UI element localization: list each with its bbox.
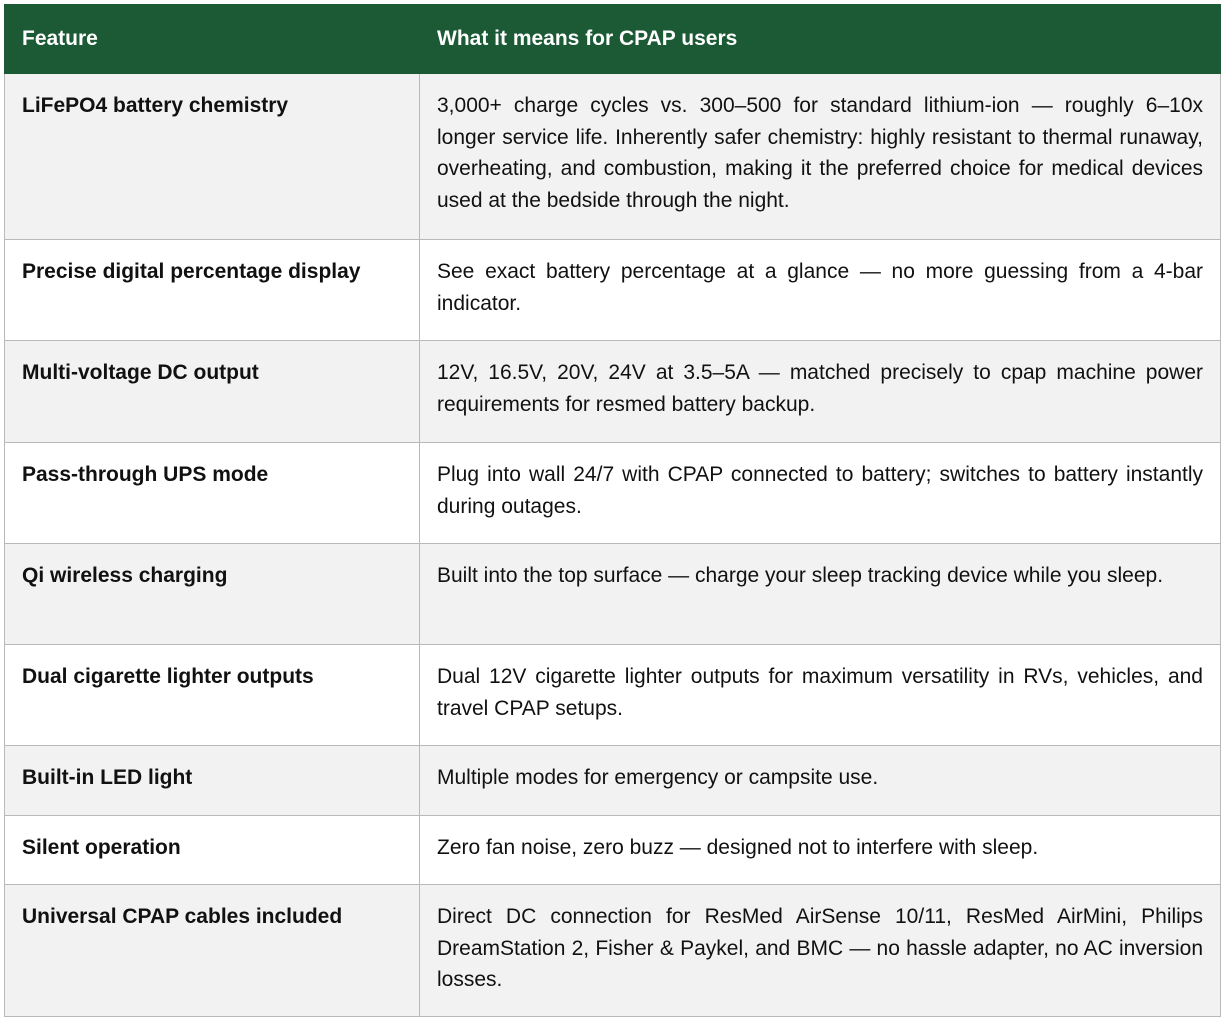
- table-row: [5, 74, 1221, 240]
- feature-cell: LiFePO4 battery chemistry: [5, 74, 420, 240]
- header-feature: Feature: [5, 5, 420, 74]
- table-header-row: [5, 5, 1221, 74]
- table-row: [5, 240, 1221, 341]
- table-row: [5, 341, 1221, 443]
- feature-cell: Multi-voltage DC output: [5, 341, 420, 443]
- feature-cell: Qi wireless charging: [5, 544, 420, 645]
- description-cell: 12V, 16.5V, 20V, 24V at 3.5–5A — matched precisely to cpap machine power requirements for resmed battery backup.: [420, 341, 1221, 443]
- feature-table: [4, 4, 1221, 1017]
- description-cell: Zero fan noise, zero buzz — designed not to interfere with sleep.: [420, 816, 1221, 885]
- description-cell: Built into the top surface — charge your sleep tracking device while you sleep.: [420, 544, 1221, 645]
- description-cell: 3,000+ charge cycles vs. 300–500 for standard lithium-ion — roughly 6–10x longer service life. Inherently safer chemistry: highly resistant to thermal runaway, overheating, and combustion, making it the preferred choice for medical devices used at the bedside through the night.: [420, 74, 1221, 240]
- description-cell: See exact battery percentage at a glance — no more guessing from a 4-bar indicator.: [420, 240, 1221, 341]
- feature-cell: Pass-through UPS mode: [5, 443, 420, 544]
- description-cell: Plug into wall 24/7 with CPAP connected to battery; switches to battery instantly during outages.: [420, 443, 1221, 544]
- table-row: [5, 816, 1221, 885]
- table-row: [5, 885, 1221, 1017]
- description-cell: Multiple modes for emergency or campsite use.: [420, 746, 1221, 816]
- table-row: [5, 746, 1221, 816]
- description-cell: Dual 12V cigarette lighter outputs for maximum versatility in RVs, vehicles, and travel CPAP setups.: [420, 645, 1221, 746]
- feature-cell: Dual cigarette lighter outputs: [5, 645, 420, 746]
- feature-cell: Silent operation: [5, 816, 420, 885]
- table-row: [5, 544, 1221, 645]
- table-row: [5, 645, 1221, 746]
- table-row: [5, 443, 1221, 544]
- feature-cell: Precise digital percentage display: [5, 240, 420, 341]
- feature-cell: Universal CPAP cables included: [5, 885, 420, 1017]
- header-meaning: What it means for CPAP users: [420, 5, 1221, 74]
- description-cell: Direct DC connection for ResMed AirSense 10/11, ResMed AirMini, Philips DreamStation 2, Fisher & Paykel, and BMC — no hassle adapter, no AC inversion losses.: [420, 885, 1221, 1017]
- feature-cell: Built-in LED light: [5, 746, 420, 816]
- feature-table-container: [4, 4, 1220, 1017]
